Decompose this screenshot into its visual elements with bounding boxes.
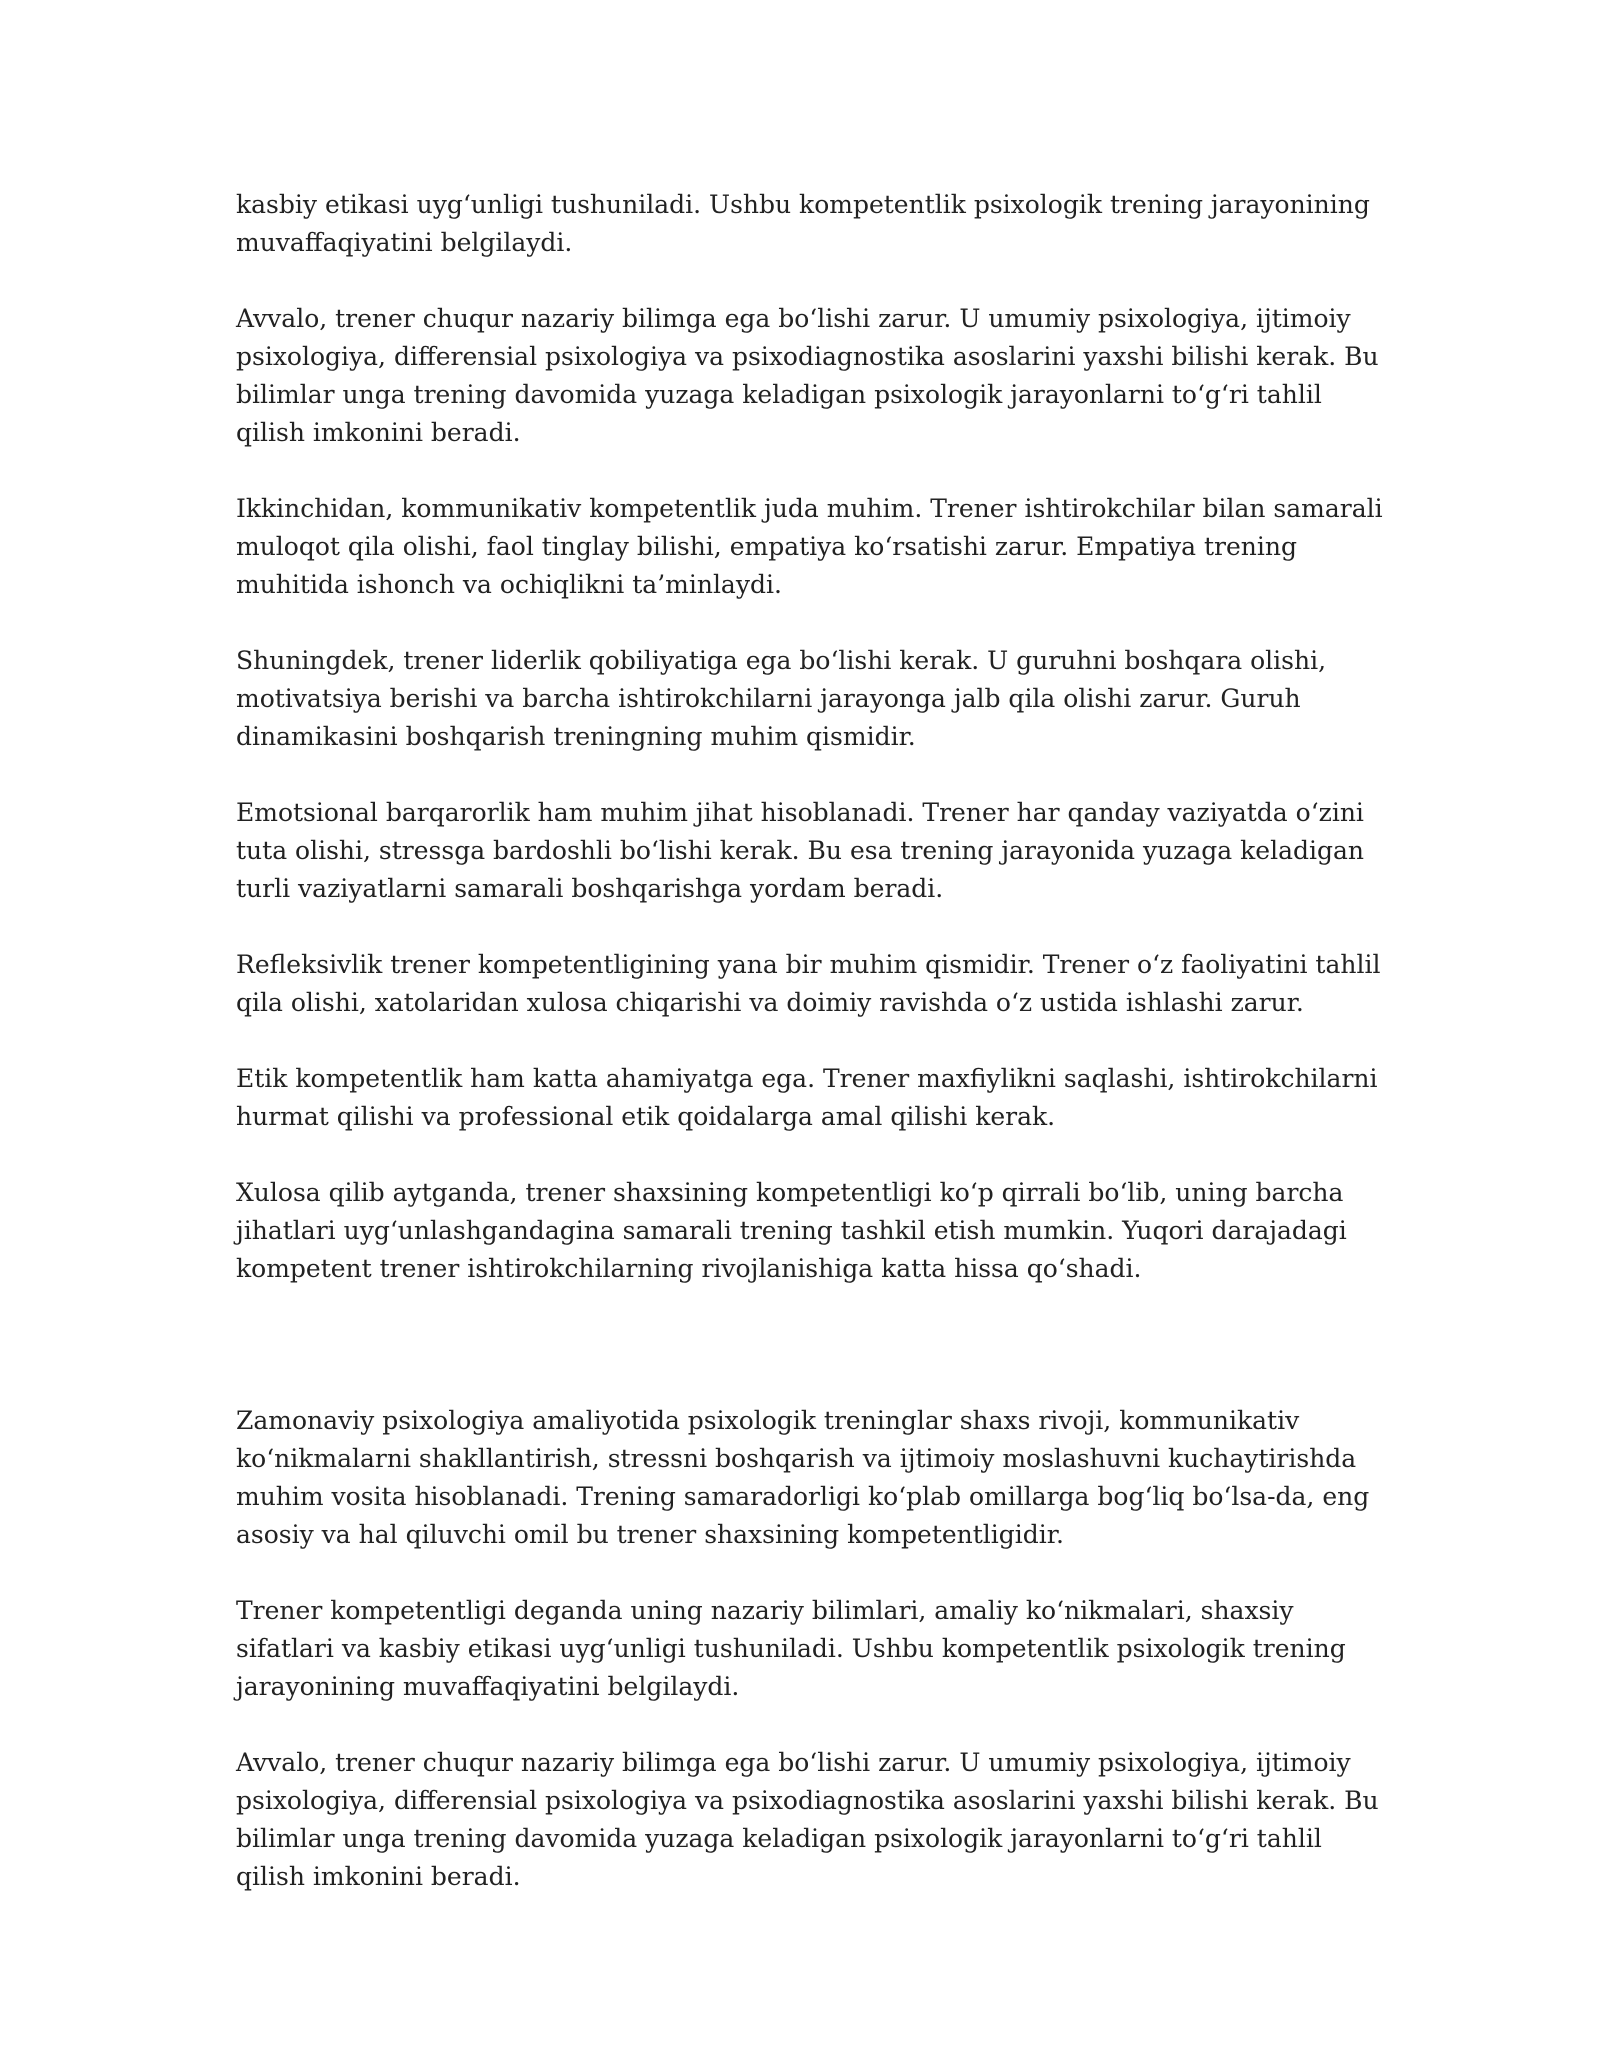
paragraph: Avvalo, trener chuqur nazariy bilimga ega bo‘lishi zarur. U umumiy psixologiya, ijtimoiy psixologiya, differensial psixologiya va psixodiagnostika asoslarini yaxshi bilishi kerak. Bu bilimlar unga trening davomida yuzaga keladigan psixologik jarayonlarni to‘g‘ri tahlil qilish imkonini beradi.	[236, 304, 1379, 447]
section-gap	[236, 1326, 1386, 1402]
paragraph: Shuningdek, trener liderlik qobiliyatiga ega bo‘lishi kerak. U guruhni boshqara olishi, motivatsiya berishi va barcha ishtirokchilarni jarayonga jalb qila olishi zarur. Guruh dinamikasini boshqarish treningning muhim qismidir.	[236, 646, 1327, 751]
paragraph: Xulosa qilib aytganda, trener shaxsining kompetentligi ko‘p qirrali bo‘lib, uning barcha jihatlari uyg‘unlashgandagina samarali trening tashkil etish mumkin. Yuqori darajadagi kompetent trener ishtirokchilarning rivojlanishiga katta hissa qo‘shadi.	[236, 1178, 1347, 1283]
paragraph: Emotsional barqarorlik ham muhim jihat hisoblanadi. Trener har qanday vaziyatda o‘zini tuta olishi, stressga bardoshli bo‘lishi kerak. Bu esa trening jarayonida yuzaga keladigan turli vaziyatlarni samarali boshqarishga yordam beradi.	[236, 798, 1365, 903]
paragraph: Refleksivlik trener kompetentligining yana bir muhim qismidir. Trener o‘z faoliyatini tahlil qila olishi, xatolaridan xulosa chiqarishi va doimiy ravishda o‘z ustida ishlashi zarur.	[236, 950, 1381, 1017]
paragraph: Etik kompetentlik ham katta ahamiyatga ega. Trener maxfiylikni saqlashi, ishtirokchilarni hurmat qilishi va professional etik qoidalarga amal qilishi kerak.	[236, 1064, 1378, 1131]
section-1	[236, 186, 1386, 1288]
paragraph: Trener kompetentligi deganda uning nazariy bilimlari, amaliy ko‘nikmalari, shaxsiy sifatlari va kasbiy etikasi uyg‘unligi tushuniladi. Ushbu kompetentlik psixologik trening jarayonining muvaffaqiyatini belgilaydi.	[236, 1596, 1346, 1701]
paragraph: Ikkinchidan, kommunikativ kompetentlik juda muhim. Trener ishtirokchilar bilan samarali muloqot qila olishi, faol tinglay bilishi, empatiya ko‘rsatishi zarur. Empatiya trening muhitida ishonch va ochiqlikni ta’minlaydi.	[236, 494, 1383, 599]
document-page	[236, 186, 1386, 1934]
paragraph: Avvalo, trener chuqur nazariy bilimga ega bo‘lishi zarur. U umumiy psixologiya, ijtimoiy psixologiya, differensial psixologiya va psixodiagnostika asoslarini yaxshi bilishi kerak. Bu bilimlar unga trening davomida yuzaga keladigan psixologik jarayonlarni to‘g‘ri tahlil qilish imkonini beradi.	[236, 1748, 1379, 1891]
paragraph: Zamonaviy psixologiya amaliyotida psixologik treninglar shaxs rivoji, kommunikativ ko‘nikmalarni shakllantirish, stressni boshqarish va ijtimoiy moslashuvni kuchaytirishda muhim vosita hisoblanadi. Trening samaradorligi ko‘plab omillarga bog‘liq bo‘lsa-da, eng asosiy va hal qiluvchi omil bu trener shaxsining kompetentligidir.	[236, 1406, 1370, 1549]
section-2	[236, 1402, 1386, 1896]
paragraph: kasbiy etikasi uyg‘unligi tushuniladi. Ushbu kompetentlik psixologik trening jarayonining muvaffaqiyatini belgilaydi.	[236, 190, 1370, 257]
